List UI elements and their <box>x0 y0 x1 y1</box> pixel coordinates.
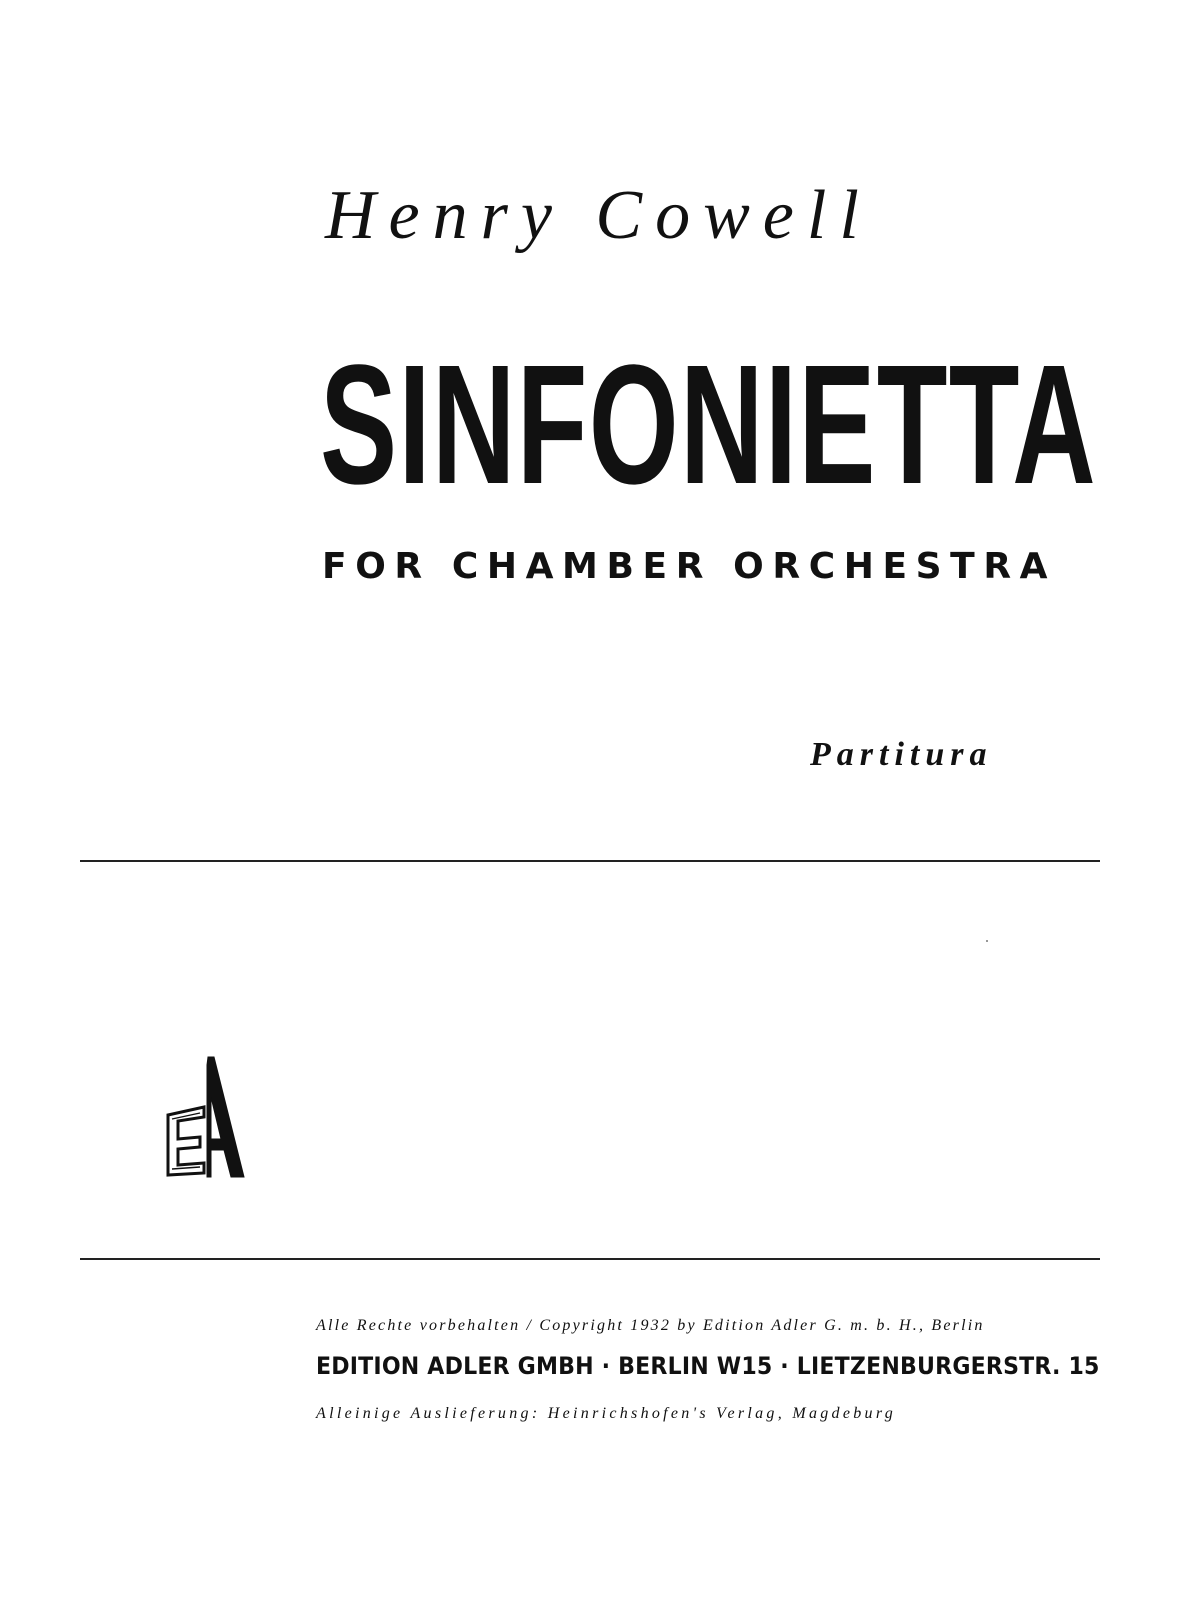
work-title: SINFONIETTA <box>320 330 1098 520</box>
edition-type-label: Partitura <box>810 736 993 773</box>
composer-name: Henry Cowell <box>325 177 872 254</box>
distribution-notice: Alleinige Auslieferung: Heinrichshofen's Verlag, Magdeburg <box>316 1405 897 1422</box>
print-speck <box>986 940 988 942</box>
bottom-divider <box>80 1258 1100 1260</box>
top-divider <box>80 860 1100 862</box>
copyright-notice: Alle Rechte vorbehalten / Copyright 1932 by Edition Adler G. m. b. H., Berlin <box>316 1317 985 1334</box>
edition-adler-logo <box>160 1055 250 1180</box>
publisher-address: EDITION ADLER GMBH · BERLIN W15 · LIETZENBURGERSTR. 15 <box>316 1352 1100 1380</box>
work-subtitle: FOR CHAMBER ORCHESTRA <box>322 546 1057 587</box>
